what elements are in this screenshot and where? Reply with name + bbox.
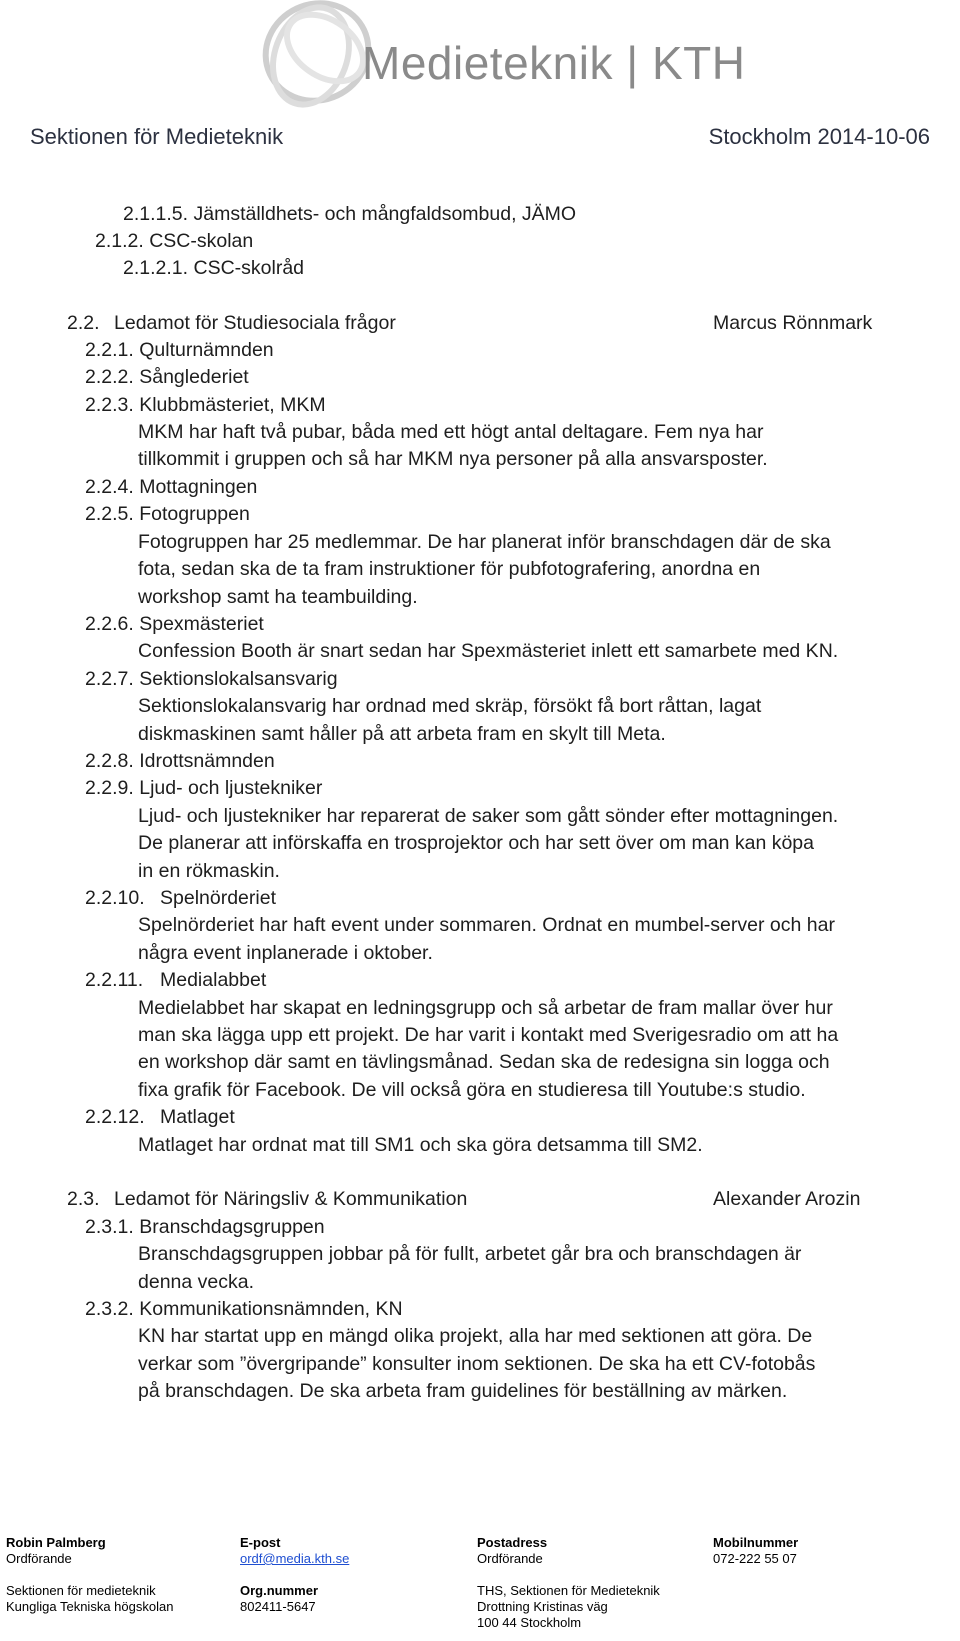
paragraph-line: fota, sedan ska de ta fram instruktioner för pubfotografering, anordna en — [138, 558, 761, 580]
footer-section: Sektionen för medieteknik — [6, 1583, 156, 1598]
footer-email-label: E-post — [240, 1535, 281, 1550]
paragraph-line: verkar som ”övergripande” konsulter inom sektionen. De ska ha ett CV-fotobås — [138, 1353, 816, 1375]
paragraph-line: Confession Booth är snart sedan har Spexmästeriet inlett ett samarbete med KN. — [138, 640, 839, 662]
kth-medieteknik-logo — [255, 0, 746, 118]
paragraph-line: KN har startat upp en mängd olika projekt, alla har med sektionen att göra. De — [138, 1325, 813, 1347]
footer-address-line: 100 44 Stockholm — [477, 1615, 582, 1630]
footer-address — [477, 1535, 660, 1631]
list-item: 2.2.6. Spexmästeriet — [85, 613, 264, 635]
place-date: Stockholm 2014-10-06 — [708, 124, 930, 149]
paragraph-line: in en rökmaskin. — [138, 860, 280, 882]
section-heading: 2.2. Ledamot för Studiesociala frågor — [67, 312, 396, 334]
footer-orgnr-label: Org.nummer — [240, 1583, 319, 1598]
logo-wordmark: Medieteknik | KTH — [362, 37, 746, 89]
paragraph-line: fixa grafik för Facebook. De vill också göra en studieresa till Youtube:s studio. — [138, 1079, 806, 1101]
footer-address-line: Ordförande — [477, 1551, 543, 1566]
footer-university: Kungliga Tekniska högskolan — [6, 1599, 174, 1614]
paragraph-line: MKM har haft två pubar, båda med ett högt antal deltagare. Fem nya har — [138, 421, 764, 443]
footer-contact — [6, 1535, 173, 1615]
paragraph-line: Branschdagsgruppen jobbar på för fullt, arbetet går bra och branschdagen är — [138, 1243, 802, 1265]
list-item: 2.3.2. Kommunikationsnämnden, KN — [85, 1298, 403, 1320]
paragraph-line: workshop samt ha teambuilding. — [138, 586, 418, 608]
org-name: Sektionen för Medieteknik — [30, 124, 284, 149]
footer-address-line: THS, Sektionen för Medieteknik — [477, 1583, 660, 1598]
paragraph-line: De planerar att införskaffa en trosprojektor och har sett över om man kan köpa — [138, 832, 814, 854]
footer-address-label: Postadress — [477, 1535, 548, 1550]
list-item: 2.2.10. Spelnörderiet — [85, 887, 276, 909]
list-item: 2.1.1.5. Jämställdhets- och mångfaldsombud, JÄMO — [123, 203, 577, 225]
paragraph-line: Matlaget har ordnat mat till SM1 och ska göra detsamma till SM2. — [138, 1134, 703, 1156]
list-item: 2.2.2. Sånglederiet — [85, 366, 249, 388]
footer-phone-label: Mobilnummer — [713, 1535, 799, 1550]
paragraph-line: Spelnörderiet har haft event under sommaren. Ordnat en mumbel-server och har — [138, 914, 835, 936]
paragraph-line: Sektionslokalansvarig har ordnad med skräp, försökt få bort råttan, lagat — [138, 695, 762, 717]
responsible-name: Alexander Arozin — [713, 1188, 861, 1210]
list-item: 2.2.8. Idrottsnämnden — [85, 750, 275, 772]
list-item: 2.2.11. Medialabbet — [85, 969, 267, 991]
list-item: 2.2.7. Sektionslokalsansvarig — [85, 668, 338, 690]
paragraph-line: några event inplanerade i oktober. — [138, 942, 433, 964]
list-item: 2.1.2.1. CSC-skolråd — [123, 257, 305, 279]
paragraph-line: tillkommit i gruppen och så har MKM nya personer på alla ansvarsposter. — [138, 448, 768, 470]
list-item: 2.1.2. CSC-skolan — [95, 230, 254, 252]
paragraph-line: man ska lägga upp ett projekt. De har varit i kontakt med Sverigesradio om att ha — [138, 1024, 839, 1046]
paragraph-line: på branschdagen. De ska arbeta fram guidelines för beställning av märken. — [138, 1380, 788, 1402]
footer-email-link[interactable]: ordf@media.kth.se — [240, 1551, 350, 1566]
responsible-name: Marcus Rönnmark — [713, 312, 873, 334]
footer-phone-number: 072-222 55 07 — [713, 1551, 797, 1566]
paragraph-line: diskmaskinen samt håller på att arbeta fram en skylt till Meta. — [138, 723, 666, 745]
footer-email-block — [240, 1535, 349, 1615]
list-item: 2.2.3. Klubbmästeriet, MKM — [85, 394, 326, 416]
footer-phone — [713, 1535, 798, 1567]
paragraph-line: Medielabbet har skapat en ledningsgrupp och så arbetar de fram mallar över hur — [138, 997, 833, 1019]
list-item: 2.2.9. Ljud- och ljustekniker — [85, 777, 323, 799]
footer-address-line: Drottning Kristinas väg — [477, 1599, 608, 1614]
section-heading: 2.3. Ledamot för Näringsliv & Kommunikation — [67, 1188, 468, 1210]
list-item: 2.3.1. Branschdagsgruppen — [85, 1216, 325, 1238]
paragraph-line: Fotogruppen har 25 medlemmar. De har planerat inför branschdagen där de ska — [138, 531, 831, 553]
paragraph-line: denna vecka. — [138, 1271, 255, 1293]
list-item: 2.2.1. Qulturnämnden — [85, 339, 274, 361]
footer-name: Robin Palmberg — [6, 1535, 106, 1550]
list-item: 2.2.12. Matlaget — [85, 1106, 235, 1128]
footer-role: Ordförande — [6, 1551, 72, 1566]
paragraph-line: Ljud- och ljustekniker har reparerat de saker som gått sönder efter mottagningen. — [138, 805, 839, 827]
list-item: 2.2.4. Mottagningen — [85, 476, 258, 498]
paragraph-line: en workshop där samt en tävlingsmånad. Sedan ska de redesigna sin logga och — [138, 1051, 830, 1073]
list-item: 2.2.5. Fotogruppen — [85, 503, 250, 525]
footer-orgnr: 802411-5647 — [240, 1599, 316, 1614]
